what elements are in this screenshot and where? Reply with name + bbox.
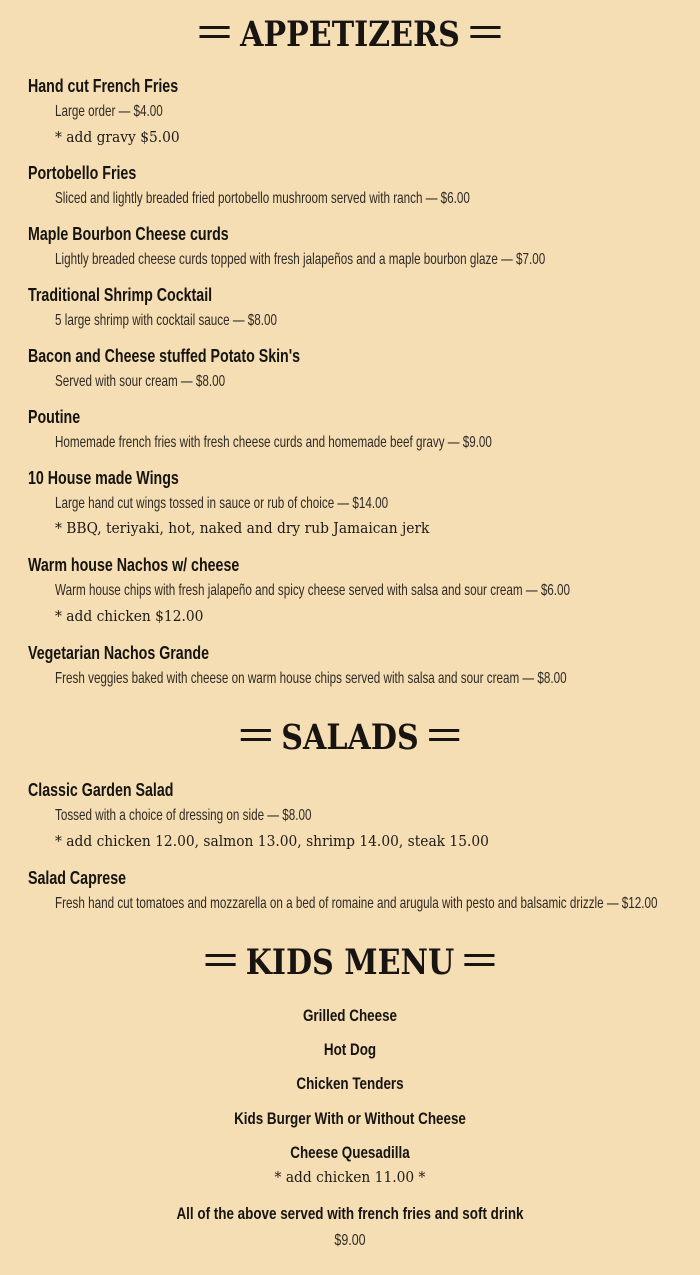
appetizers-heading-text: APPETIZERS	[240, 14, 460, 55]
menu-item-description: Sliced and lightly breaded fried portobello mushroom served with ranch — $6.00	[55, 190, 470, 207]
menu-item-title: Traditional Shrimp Cocktail	[28, 285, 213, 305]
menu-item-description: Served with sour cream — $8.00	[55, 373, 226, 390]
menu-item-description: Large hand cut wings tossed in sauce or rub of choice — $14.00	[55, 495, 389, 512]
menu-item-description: Large order — $4.00	[55, 103, 163, 120]
menu-item-title: Hand cut French Fries	[28, 76, 179, 96]
menu-item-description: Fresh veggies baked with cheese on warm house chips served with salsa and sour cream — $8.00	[55, 670, 567, 687]
menu-item-title: Maple Bourbon Cheese curds	[28, 224, 229, 244]
menu-item-note: * add chicken $12.00	[55, 607, 204, 625]
menu-item-description: Fresh hand cut tomatoes and mozzarella on a bed of romaine and arugula with pesto and balsamic drizzle — $12.00	[55, 895, 658, 912]
kids-menu-heading-text: KIDS MENU	[245, 942, 455, 983]
heading-rule-right	[429, 729, 459, 741]
menu-item-note: * add chicken 12.00, salmon 13.00, shrimp 14.00, steak 15.00	[55, 832, 489, 850]
salads-heading-text: SALADS	[281, 717, 419, 758]
menu-item-description: Homemade french fries with fresh cheese curds and homemade beef gravy — $9.00	[55, 434, 492, 451]
menu-item-description: Warm house chips with fresh jalapeño and spicy cheese served with salsa and sour cream — $6.00	[55, 582, 571, 599]
kids-menu-item: Cheese Quesadilla	[290, 1143, 410, 1162]
kids-menu-item: Hot Dog	[323, 1040, 377, 1059]
menu-item-title: Salad Caprese	[28, 868, 127, 888]
appetizers-heading	[49, 15, 651, 55]
menu-item-title: Warm house Nachos w/ cheese	[28, 555, 240, 575]
heading-rule-left	[241, 729, 271, 741]
kids-menu-heading	[49, 943, 651, 983]
kids-menu-item: Chicken Tenders	[296, 1074, 404, 1093]
kids-menu-item: Grilled Cheese	[302, 1006, 398, 1025]
menu-item-description: Lightly breaded cheese curds topped with fresh jalapeños and a maple bourbon glaze — $7.00	[55, 251, 546, 268]
menu-item-description: Tossed with a choice of dressing on side — $8.00	[55, 807, 312, 824]
kids-menu-price: $9.00	[334, 1232, 366, 1249]
menu-item-title: Bacon and Cheese stuffed Potato Skin's	[28, 346, 301, 366]
heading-rule-left	[205, 954, 235, 966]
menu-item-description: 5 large shrimp with cocktail sauce — $8.00	[55, 312, 278, 329]
menu-item-title: Vegetarian Nachos Grande	[28, 643, 209, 663]
kids-menu-item: Kids Burger With or Without Cheese	[234, 1109, 466, 1128]
menu-item-title: Portobello Fries	[28, 163, 137, 183]
menu-item-title: 10 House made Wings	[28, 468, 179, 488]
kids-menu-note: * add chicken 11.00 *	[274, 1168, 426, 1186]
menu-item-title: Classic Garden Salad	[28, 780, 174, 800]
salads-heading	[49, 718, 651, 758]
menu-item-note: * BBQ, teriyaki, hot, naked and dry rub Jamaican jerk	[55, 519, 430, 537]
heading-rule-right	[465, 954, 495, 966]
kids-menu-footer: All of the above served with french fries and soft drink	[176, 1204, 524, 1223]
heading-rule-left	[200, 26, 230, 38]
menu-item-note: * add gravy $5.00	[55, 128, 180, 146]
heading-rule-right	[470, 26, 500, 38]
menu-item-title: Poutine	[28, 407, 81, 427]
